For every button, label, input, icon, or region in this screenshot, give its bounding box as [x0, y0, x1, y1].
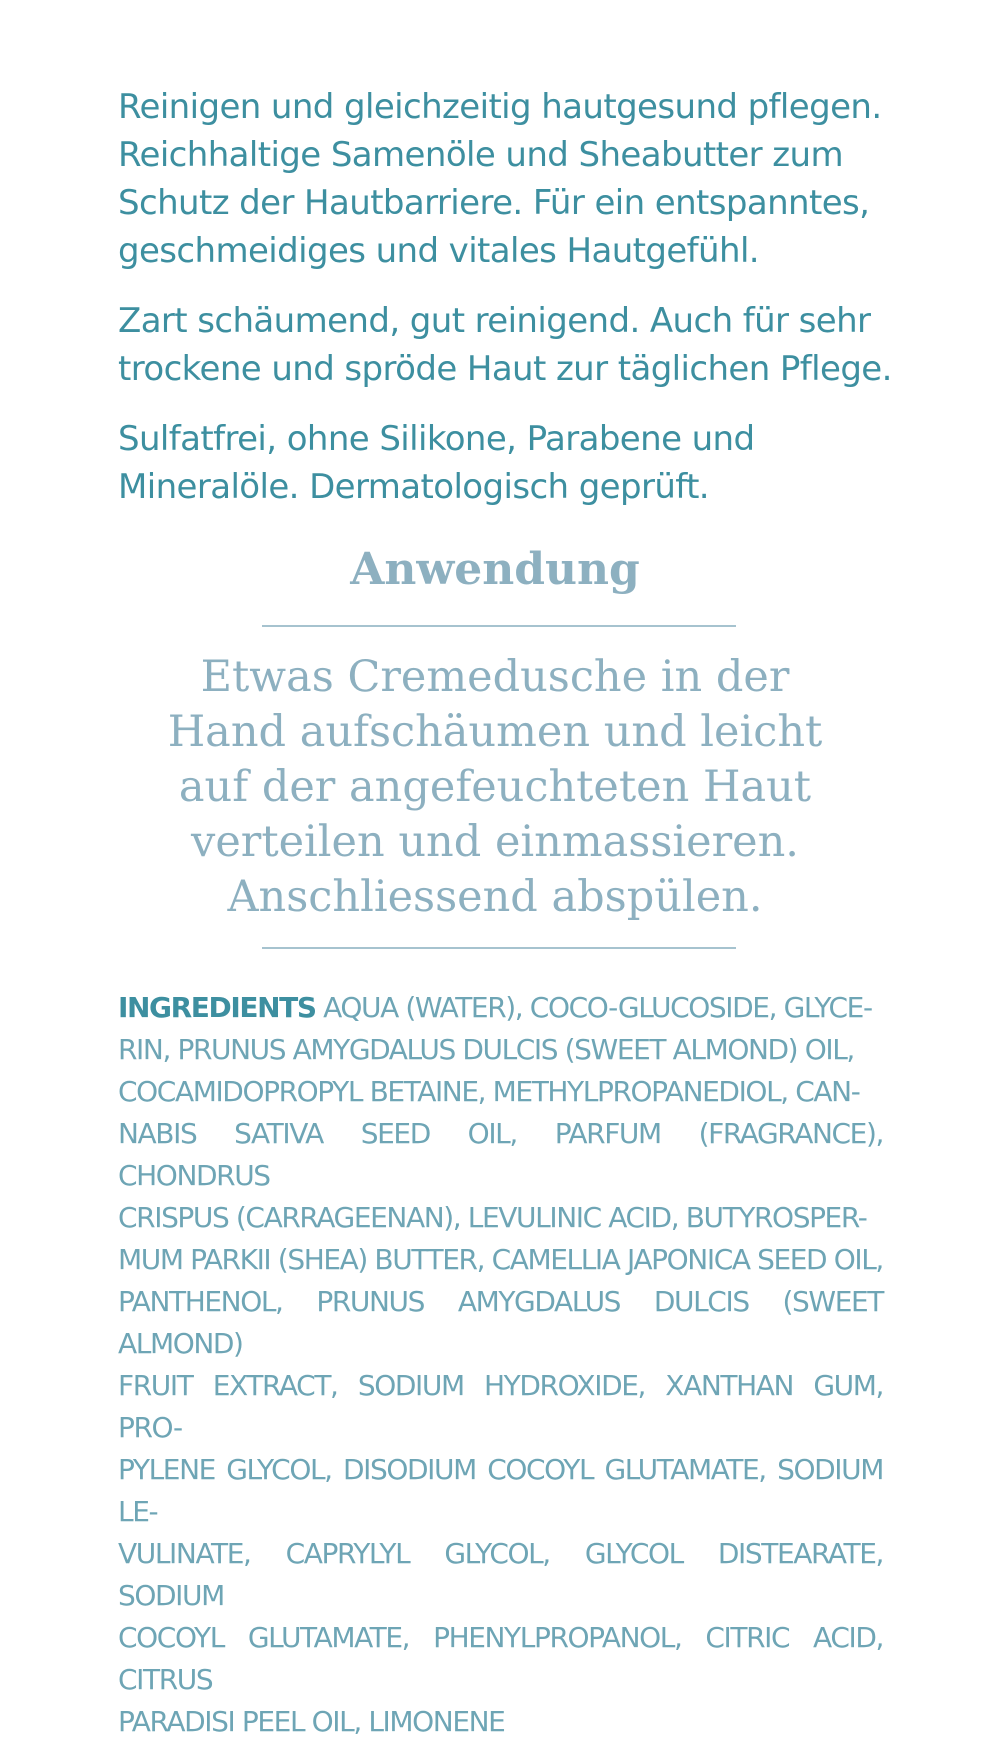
ingredients-list: AQUA (WATER), COCO-GLUCOSIDE, GLYCE- RIN, PRUNUS AMYGDALUS DULCIS (SWEET ALMOND) OIL, COCAMIDOPROPYL BETAINE, METHYLPROPANEDIOL, CAN- NABIS SATIVA SEED OIL, PARFUM (FRAGRANCE), CHONDRUS CRISPUS (CARRAGEENAN), LEVULINIC ACID, BUTYROSPER- MUM PARKII (SHEA) BUTTER, CAMELLIA JAPONICA SEED OIL, PANTHENOL, PRUNUS AMYGDALUS DULCIS (SWEET ALMOND) FRUIT EXTRACT, SODIUM HYDROXIDE, XANTHAN GUM, PRO- PYLENE GLYCOL, DISODIUM COCOYL GLUTAMATE, SODIUM LE- VULINATE, CAPRYLYL GLYCOL, GLYCOL DISTEARATE, SODIUM COCOYL GLUTAMATE, PHENYLPROPANOL, CITRIC ACID, CITRUS PARADISI PEEL OIL, LIMONENE	[118, 991, 883, 1738]
description-paragraph-1: Reinigen und gleichzeitig hautgesund pflegen. Reichhaltige Samenöle und Sheabutter zum Schutz der Hautbarriere. Für ein entspanntes, geschmeidiges und vitales Hautgefühl.	[118, 87, 882, 271]
divider-bottom	[262, 947, 736, 949]
description-paragraph-2: Zart schäumend, gut reinigend. Auch für sehr trockene und spröde Haut zur täglichen Pflege.	[118, 301, 892, 389]
divider-top	[262, 625, 736, 627]
description-paragraph-3: Sulfatfrei, ohne Silikone, Parabene und Mineralöle. Dermatologisch geprüft.	[118, 419, 755, 507]
usage-text: Etwas Cremedusche in der Hand aufschäumen und leicht auf der angefeuchteten Haut verteilen und einmassieren. Anschliessend abspülen.	[167, 652, 823, 922]
ingredients-block	[118, 987, 883, 1743]
ingredients-label: INGREDIENTS	[118, 991, 316, 1024]
usage-heading: Anwendung	[350, 544, 640, 595]
